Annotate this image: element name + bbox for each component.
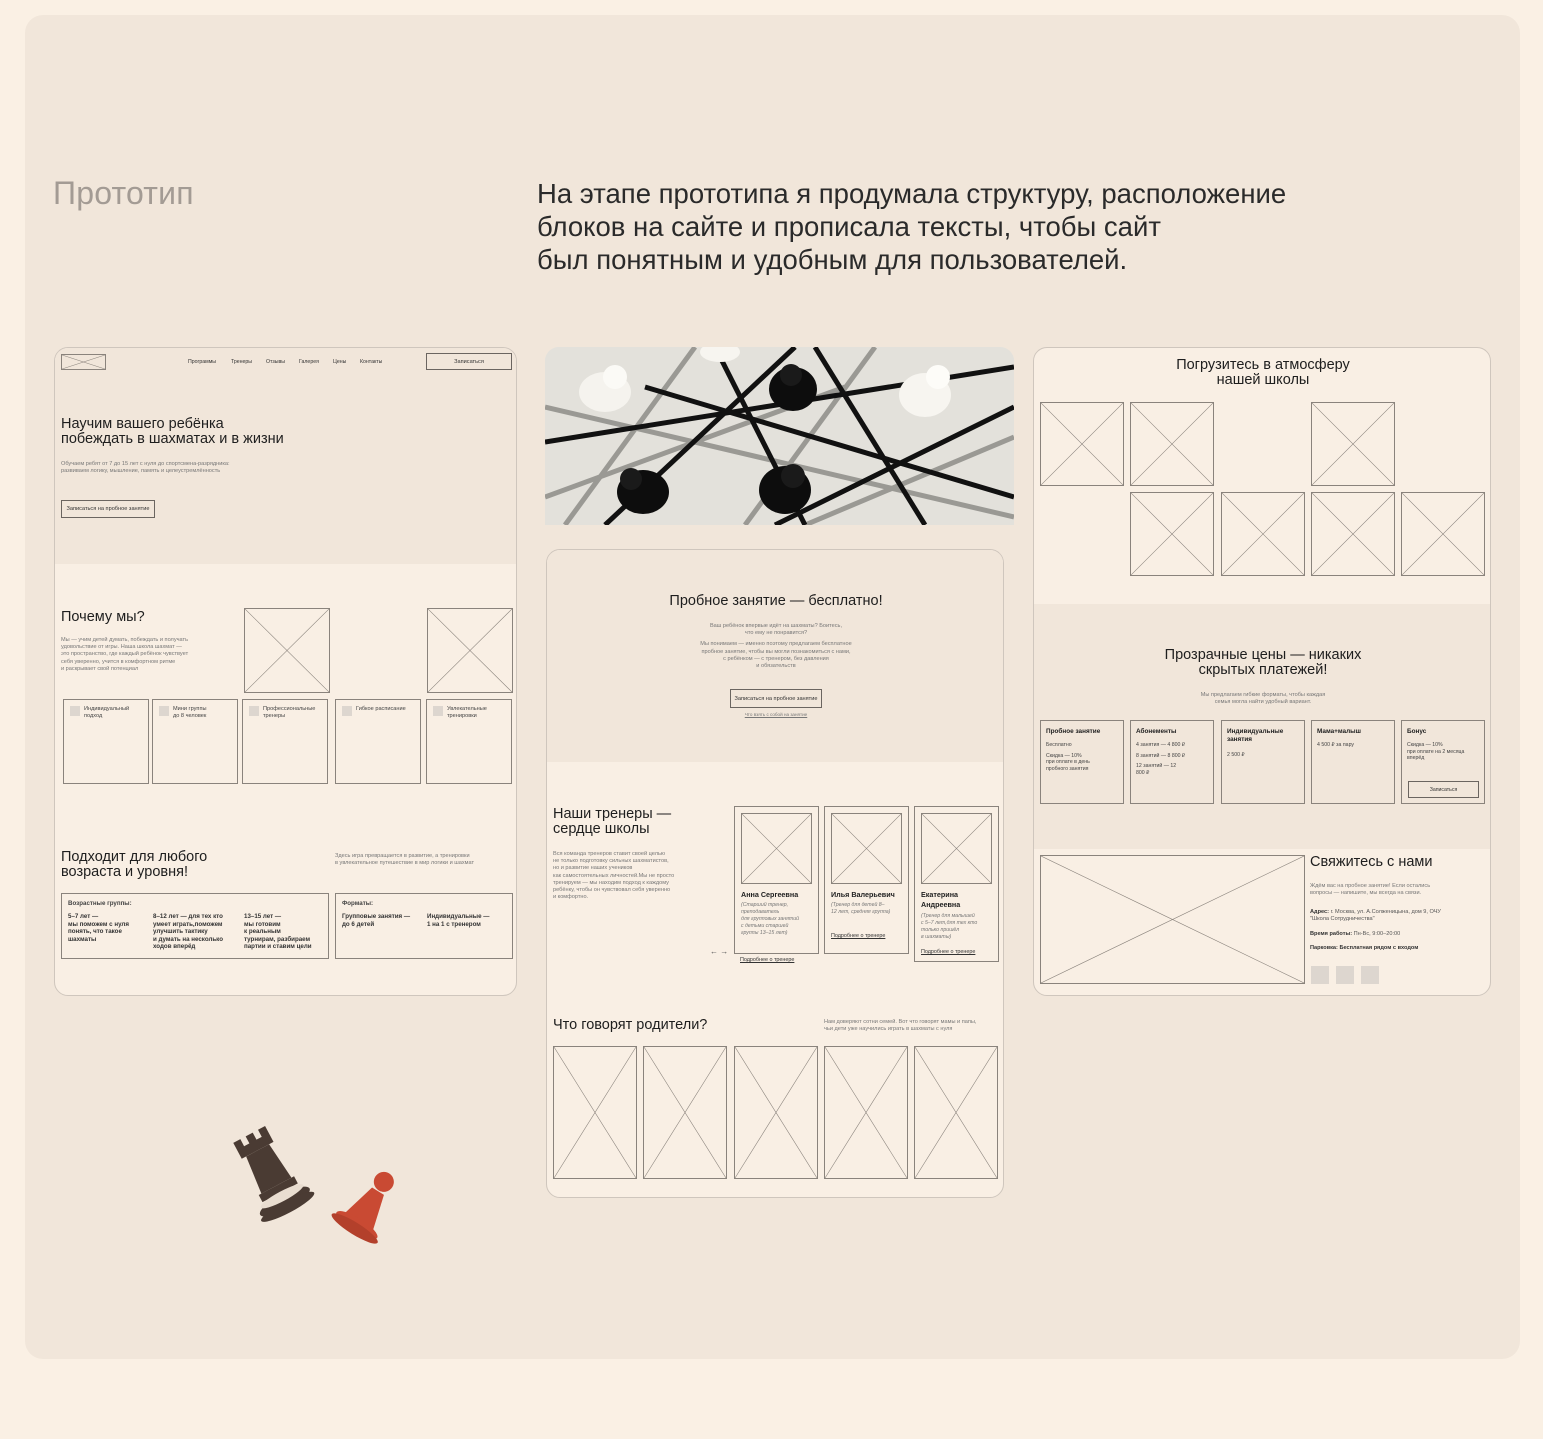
left-prototype-card: [54, 347, 517, 996]
nav-prices[interactable]: Цены: [333, 359, 347, 365]
groups-title: Возрастные группы:: [68, 900, 132, 907]
price-line: Скидка — 10%: [1046, 752, 1082, 759]
group-item: [244, 913, 312, 951]
coaches-text-line: тренируем — мы находим подход к каждому: [553, 879, 669, 886]
group-line: умеет играть,поможем: [153, 920, 223, 928]
social-icon[interactable]: [1361, 966, 1379, 984]
gallery-title: [1034, 358, 1491, 388]
hero-title-line: Научим вашего ребёнка: [61, 416, 224, 432]
price-title: [1407, 728, 1426, 736]
group-line: улучшить тактику: [153, 928, 208, 936]
group-line: партии и ставим цели: [244, 943, 312, 951]
age-title-line: Подходит для любого: [61, 849, 208, 865]
feature-label: Профессиональные: [263, 706, 316, 712]
feature-label: подход: [84, 713, 103, 720]
hero-description: [61, 461, 230, 475]
nav-contacts[interactable]: Контакты: [360, 359, 383, 365]
reviews-text-line: Нам доверяют сотни семей. Вот что говорят мамы и папы,: [824, 1019, 977, 1025]
contact-address: [1310, 909, 1441, 923]
address-value: г. Москва, ул. А.Солженицына, дом 9, ОЧУ: [1329, 909, 1441, 915]
feature-icon: [433, 706, 443, 716]
gallery-placeholder: [1401, 492, 1485, 576]
coach-desc-line: в шахматы): [921, 934, 952, 940]
coach-photo-placeholder: [921, 813, 992, 884]
price-title-line: Пробное занятие: [1046, 728, 1101, 735]
feature-card: [426, 699, 512, 784]
rook-icon: [225, 1120, 317, 1226]
coaches-title-line: Наши тренеры —: [553, 806, 672, 822]
carousel-arrows-icon[interactable]: ← →: [710, 947, 729, 956]
coach-card: [734, 806, 819, 954]
price-line: 4 занятия — 4 800 ₽: [1136, 742, 1186, 748]
chess-pieces-illustration: [225, 1120, 400, 1270]
why-text-line: себя уверенно, учится в комфортном ритме: [61, 658, 176, 665]
right-prototype-card: [1033, 347, 1491, 996]
price-lines: [1136, 742, 1185, 776]
price-card: [1040, 720, 1124, 804]
price-title: [1227, 728, 1283, 744]
coaches-text-line: не только подготовку сильных шахматистов,: [553, 858, 669, 865]
coach-name-line: Андреевна: [921, 900, 961, 909]
group-line: ходов вперёд: [153, 943, 196, 951]
nav-reviews[interactable]: Отзывы: [266, 359, 286, 365]
coach-desc-line: (Тренер для детей 8–: [831, 902, 885, 908]
age-title-line: возраста и уровня!: [61, 864, 188, 880]
coach-photo-placeholder: [741, 813, 812, 884]
price-title-line: Абонементы: [1136, 728, 1177, 735]
coach-desc-line: преподаватель: [741, 909, 780, 915]
format-item: [342, 913, 410, 928]
price-line: 8 занятий — 8 800 ₽: [1136, 752, 1186, 759]
signup-nav-button[interactable]: Записаться: [426, 353, 512, 370]
price-title: [1046, 728, 1100, 736]
hero-text-line: Обучаем ребят от 7 до 15 лет с нуля до спортсмена-разрядника:: [61, 461, 230, 467]
gallery-placeholder: [1040, 402, 1124, 486]
feature-label: Увлекательные: [447, 706, 487, 712]
why-text-line: это пространство, где каждый ребёнок чувствует: [61, 651, 189, 658]
hero-title-line: побеждать в шахматах и в жизни: [61, 431, 284, 447]
feature-label: до 8 человек: [173, 713, 207, 720]
middle-prototype-card: [546, 549, 1004, 1198]
coach-desc-line: (Старший тренер,: [741, 902, 789, 908]
coach-name: [741, 890, 798, 899]
feature-label: тренеры: [263, 713, 286, 720]
reviews-text-line: чьи дети уже научились играть в шахматы с нуля: [824, 1026, 953, 1033]
coach-more-link[interactable]: Подробнее о тренере: [831, 933, 886, 939]
gallery-placeholder: [1130, 402, 1214, 486]
feature-card: [152, 699, 238, 784]
age-title: [61, 850, 207, 880]
hours-value: Пн-Вс, 9:00–20:00: [1352, 931, 1401, 937]
coach-desc-line: с детьми старшей: [741, 923, 789, 929]
trial-text-line: и обязательств: [756, 663, 796, 670]
coach-desc-line: с 5–7 лет,для тех кто: [921, 920, 978, 926]
price-title-line: занятия: [1227, 736, 1253, 743]
section-label: Прототип: [53, 175, 194, 211]
price-title: [1317, 728, 1361, 736]
feature-icon: [159, 706, 169, 716]
why-us-title: Почему мы?: [61, 609, 145, 625]
coach-desc-line: 12 лет, средняя группа): [831, 909, 891, 915]
feature-label: Мини группы: [173, 706, 207, 712]
coach-more-link[interactable]: Подробнее о тренере: [740, 957, 795, 963]
why-text-line: и раскрывает свой потенциал: [61, 665, 139, 672]
address-label: Адрес:: [1310, 909, 1330, 915]
review-placeholder: [734, 1046, 818, 1179]
intro-text: [537, 177, 1337, 276]
feature-card: [335, 699, 421, 784]
price-card: [1311, 720, 1395, 804]
prices-title-line: Прозрачные цены — никаких: [1164, 647, 1362, 663]
trial-text: [547, 623, 1004, 670]
why-text-line: удовольствие от игры. Наша школа шахмат —: [61, 644, 182, 651]
price-signup-button[interactable]: Записаться: [1408, 781, 1479, 798]
logo-placeholder: [61, 354, 106, 370]
price-title-line: Бонус: [1407, 728, 1427, 735]
coach-card: [824, 806, 909, 954]
social-icon[interactable]: [1311, 966, 1329, 984]
feature-label: Индивидуальный: [84, 706, 130, 712]
group-line: турнирам, разбираем: [244, 935, 311, 943]
price-line: 4 500 ₽ за пару: [1317, 742, 1354, 748]
coaches-text-line: но и развитие наших учеников: [553, 865, 633, 872]
price-line: вперёд: [1407, 755, 1425, 762]
reviews-description: [824, 1019, 976, 1033]
prices-description: [1034, 692, 1491, 706]
coaches-text-line: ребёнку, чтобы он чувствовал себя уверенно: [553, 887, 671, 894]
feature-label: тренировки: [447, 713, 477, 720]
group-line: понять, что такое: [68, 928, 122, 936]
nav-coaches[interactable]: Тренеры: [231, 359, 253, 365]
hours-label: Время работы:: [1310, 931, 1353, 937]
price-card: [1130, 720, 1214, 804]
trial-text-line: Мы понимаем — именно поэтому предлагаем бесплатное: [700, 641, 852, 648]
price-line: Бесплатно: [1046, 742, 1072, 748]
price-line: пробного занятия: [1046, 765, 1089, 772]
intro-line: блоков на сайте и прописала тексты, чтобы сайт: [537, 211, 1161, 242]
address-value: "Школа Сотрудничества": [1310, 916, 1375, 923]
price-title: [1136, 728, 1176, 736]
coach-desc-line: группы 13–15 лет): [741, 930, 788, 936]
social-icon[interactable]: [1336, 966, 1354, 984]
coach-name: [921, 890, 960, 910]
price-card: [1221, 720, 1305, 804]
gallery-placeholder: [1130, 492, 1214, 576]
intro-line: был понятным и удобным для пользователей.: [537, 244, 1128, 275]
formats-title: Форматы:: [342, 900, 374, 907]
gallery-title-line: нашей школы: [1216, 372, 1310, 388]
price-lines: [1046, 742, 1090, 772]
gallery-placeholder: [1221, 492, 1305, 576]
coaches-text-line: Вся команда тренеров ставит своей целью: [553, 851, 666, 857]
contact-title: Свяжитесь с нами: [1310, 854, 1433, 870]
trial-signup-button[interactable]: Записаться на пробное занятие: [730, 689, 822, 708]
age-text-line: в увлекательное путешествие в мир логики и шахмат: [335, 860, 475, 867]
price-lines: [1227, 752, 1245, 759]
price-title-line: Мама+малыш: [1317, 728, 1361, 735]
format-item: [427, 913, 489, 928]
coach-name-line: Екатерина: [921, 890, 959, 899]
coach-card: [914, 806, 999, 962]
group-line: 5–7 лет —: [68, 913, 99, 920]
price-lines: [1407, 742, 1464, 762]
prices-title: [1034, 648, 1491, 678]
price-line: при оплате на 2 месяца: [1407, 748, 1465, 755]
why-text-line: Мы — учим детей думать, побеждать и получать: [61, 637, 188, 643]
image-placeholder: [244, 608, 330, 693]
age-description: [335, 853, 474, 867]
map-placeholder: [1040, 855, 1305, 984]
format-line: Групповые занятия —: [342, 913, 411, 920]
trial-title: Пробное занятие — бесплатно!: [669, 593, 883, 609]
feature-card: [242, 699, 328, 784]
image-placeholder: [427, 608, 513, 693]
coaches-title-line: сердце школы: [553, 821, 650, 837]
group-item: [68, 913, 129, 943]
group-item: [153, 913, 223, 951]
coach-name-line: Илья Валерьевич: [831, 890, 895, 899]
price-line: 2 500 ₽: [1227, 752, 1245, 758]
price-line: 800 ₽: [1136, 769, 1150, 776]
feature-icon: [342, 706, 352, 716]
price-lines: [1317, 742, 1354, 749]
group-line: и думать на несколько: [153, 935, 223, 943]
trial-text-line: что ему не понравится?: [744, 630, 808, 637]
coach-name: [831, 890, 895, 899]
coaches-text-line: и комфортно.: [553, 894, 589, 901]
formats-box: [335, 893, 513, 959]
coach-description: [741, 902, 799, 937]
coach-photo-placeholder: [831, 813, 902, 884]
prices-text-line: Мы предлагаем гибкие форматы, чтобы каждая: [1200, 692, 1326, 698]
pawn-icon: [329, 1159, 400, 1248]
feature-card: [63, 699, 149, 784]
nav-programs[interactable]: Программы: [188, 359, 217, 365]
trial-text-line: пробное занятие, чтобы вы могли познакомиться с нами,: [701, 648, 851, 655]
review-placeholder: [553, 1046, 637, 1179]
price-card: [1401, 720, 1485, 804]
feature-icon: [249, 706, 259, 716]
contact-hours: [1310, 931, 1400, 938]
group-line: шахматы: [68, 935, 97, 943]
review-placeholder: [643, 1046, 727, 1179]
prices-text-line: семья могла найти удобный вариант.: [1214, 699, 1312, 706]
hero-title: [61, 417, 284, 447]
price-line: 12 занятий — 12: [1136, 763, 1177, 770]
reviews-title: Что говорят родители?: [553, 1017, 708, 1033]
group-line: 8–12 лет — для тех кто: [153, 913, 223, 920]
contact-text-line: Ждём вас на пробное занятие! Если остались: [1310, 883, 1431, 889]
gallery-placeholder: [1311, 402, 1395, 486]
trial-text-line: с ребёнком — с тренером, без давления: [723, 655, 829, 662]
trial-info-link[interactable]: Что взять с собой на занятие: [744, 712, 808, 717]
price-line: Скидка — 10%: [1407, 742, 1443, 748]
coach-desc-line: для групповых занятий: [741, 916, 799, 922]
why-us-text: [61, 637, 188, 673]
hero-text-line: развиваем логику, мышление, память и целеустремлённость: [61, 468, 221, 475]
coach-more-link[interactable]: Подробнее о тренере: [921, 949, 976, 955]
price-title-line: Индивидуальные: [1227, 728, 1284, 735]
gallery-placeholder: [1311, 492, 1395, 576]
review-placeholder: [914, 1046, 998, 1179]
feature-label: Гибкое расписание: [356, 706, 406, 712]
coach-name-line: Анна Сергеевна: [741, 890, 799, 899]
hero-section: [55, 348, 517, 564]
contact-parking: Парковка: Бесплатная рядом с входом: [1310, 945, 1419, 951]
age-groups-box: [61, 893, 329, 959]
contact-text: [1310, 883, 1430, 897]
group-line: мы готовим: [244, 920, 281, 928]
group-line: к реальным: [244, 928, 281, 936]
price-line: при оплате в день: [1046, 759, 1090, 766]
coach-description: [831, 902, 890, 916]
format-line: Индивидуальные —: [427, 913, 490, 920]
contact-text-line: вопросы — напишите, мы всегда на связи.: [1310, 890, 1422, 897]
group-line: 13–15 лет —: [244, 913, 282, 920]
gallery-title-line: Погрузитесь в атмосферу: [1176, 357, 1350, 373]
group-line: мы поможем с нуля: [68, 920, 129, 928]
coaches-text-line: как самостоятельных личностей.Мы не просто: [553, 872, 675, 879]
coach-desc-line: (Тренер для малышей: [921, 913, 975, 919]
trial-text-line: Ваш ребёнок впервые идёт на шахматы? Боитесь,: [709, 623, 843, 629]
coach-description: [921, 913, 977, 941]
feature-icon: [70, 706, 80, 716]
coaches-text: [553, 851, 674, 901]
coaches-title: [553, 807, 671, 837]
nav-gallery[interactable]: Галерея: [299, 359, 319, 365]
trial-signup-button[interactable]: Записаться на пробное занятие: [61, 500, 155, 518]
review-placeholder: [824, 1046, 908, 1179]
format-line: 1 на 1 с тренером: [427, 920, 481, 928]
coach-desc-line: только пришёл: [921, 927, 960, 933]
chess-photo: [545, 347, 1014, 525]
prices-title-line: скрытых платежей!: [1198, 662, 1328, 678]
format-line: до 6 детей: [342, 920, 375, 928]
age-text-line: Здесь игра превращается в развитие, а тренировки: [335, 853, 470, 859]
intro-line: На этапе прототипа я продумала структуру, расположение: [537, 178, 1287, 209]
